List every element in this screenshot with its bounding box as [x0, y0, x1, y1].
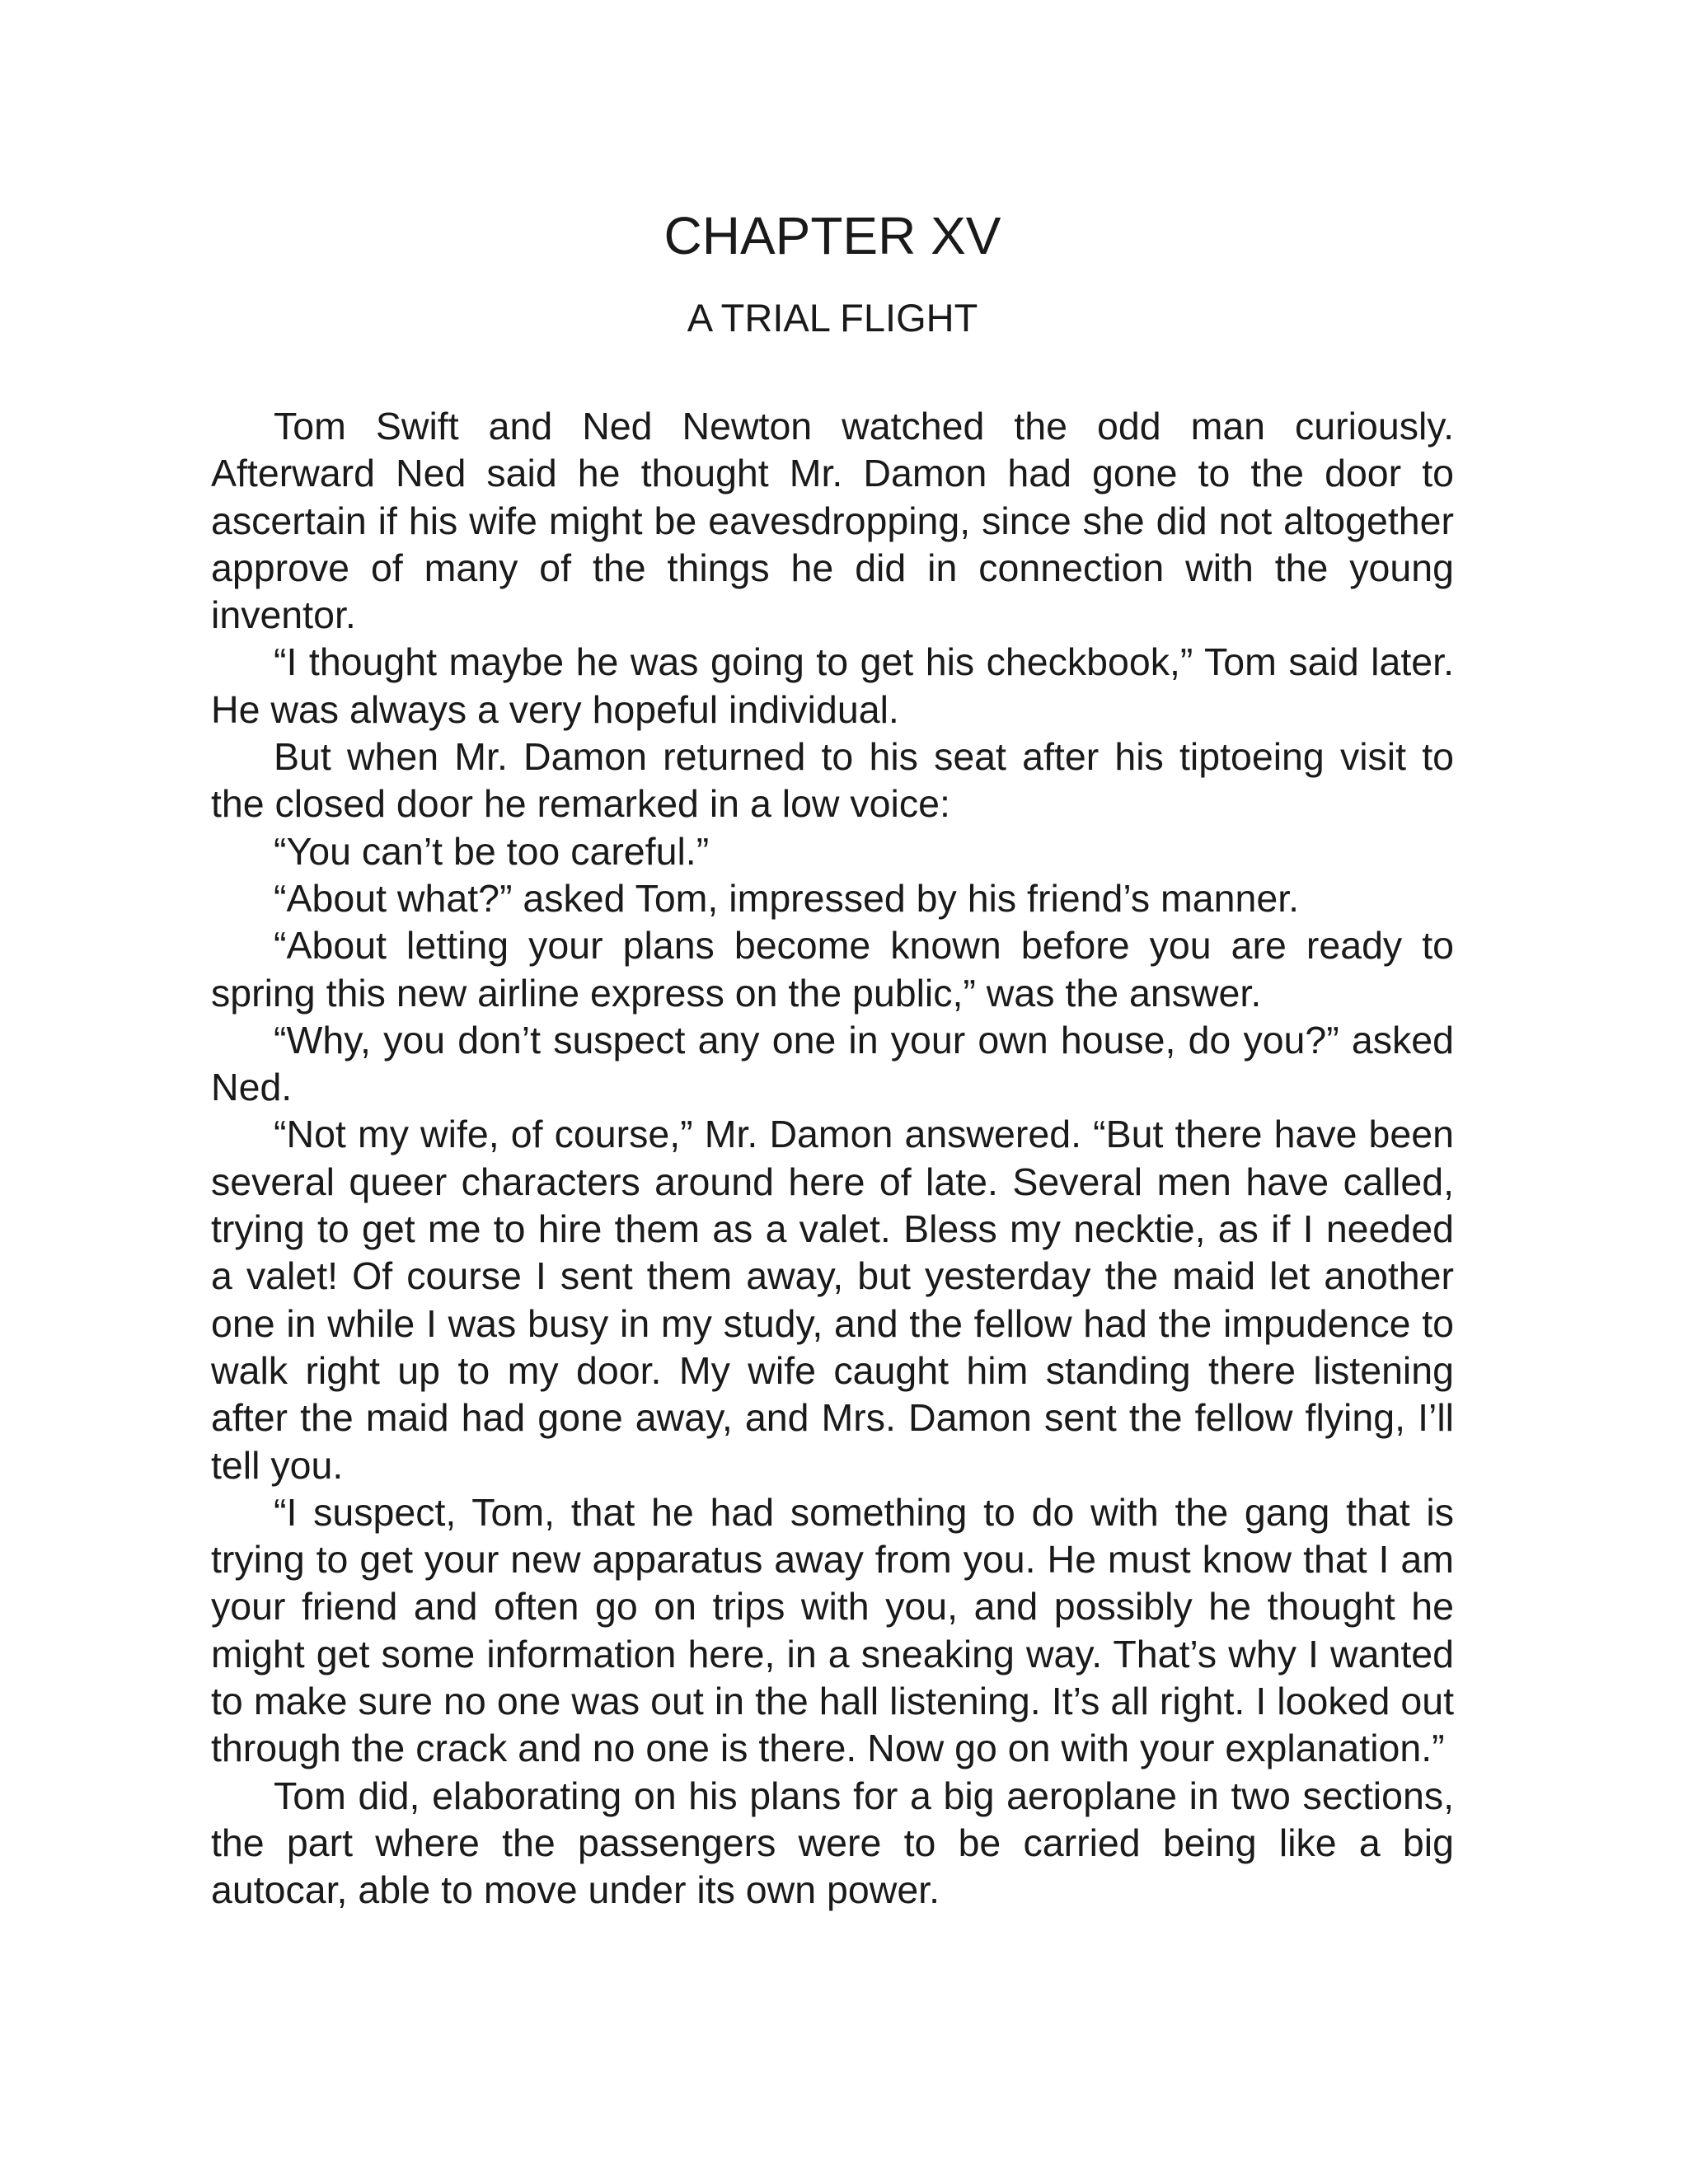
paragraph: “You can’t be too careful.”: [274, 829, 710, 873]
paragraph: “Why, you don’t suspect any one in your own house, do you?” asked Ned.: [211, 1018, 1454, 1109]
chapter-number: CHAPTER XV: [663, 206, 1001, 265]
paragraph: Tom did, elaborating on his plans for a big aeroplane in two sections, the part where the passengers were to be carried being like a big autocar, able to move under its own power.: [211, 1774, 1454, 1912]
paragraph: “I suspect, Tom, that he had something to do with the gang that is trying to get your new apparatus away from you. He must know that I am your friend and often go on trips with you, and possibly he thought he might get some information here, in a sneaking way. That’s why I wanted to make sure no one was out in the hall listening. It’s all right. I looked out through the crack and no one is there. Now go on with your explanation.”: [211, 1490, 1454, 1770]
chapter-body: [211, 403, 1454, 1915]
paragraph: “About what?” asked Tom, impressed by his friend’s manner.: [274, 876, 1300, 920]
paragraph: But when Mr. Damon returned to his seat after his tiptoeing visit to the closed door he remarked in a low voice:: [211, 735, 1454, 826]
book-page: [211, 0, 1454, 2184]
paragraph: “About letting your plans become known before you are ready to spring this new airline express on the public,” was the answer.: [211, 924, 1454, 1015]
paragraph: “Not my wife, of course,” Mr. Damon answered. “But there have been several queer characters around here of late. Several men have called, trying to get me to hire them as a valet. Bless my necktie, as if I needed a valet! Of course I sent them away, but yesterday the maid let another one in while I was busy in my study, and the fellow had the impudence to walk right up to my door. My wife caught him standing there listening after the maid had gone away, and Mrs. Damon sent the fellow flying, I’ll tell you.: [211, 1113, 1454, 1487]
paragraph: Tom Swift and Ned Newton watched the odd man curiously. Afterward Ned said he thought Mr. Damon had gone to the door to ascertain if his wife might be eavesdropping, since she did not altogether approve of many of the things he did in connection with the young inventor.: [211, 405, 1454, 637]
paragraph: “I thought maybe he was going to get his checkbook,” Tom said later. He was always a very hopeful individual.: [211, 640, 1454, 731]
chapter-title: A TRIAL FLIGHT: [687, 296, 978, 340]
